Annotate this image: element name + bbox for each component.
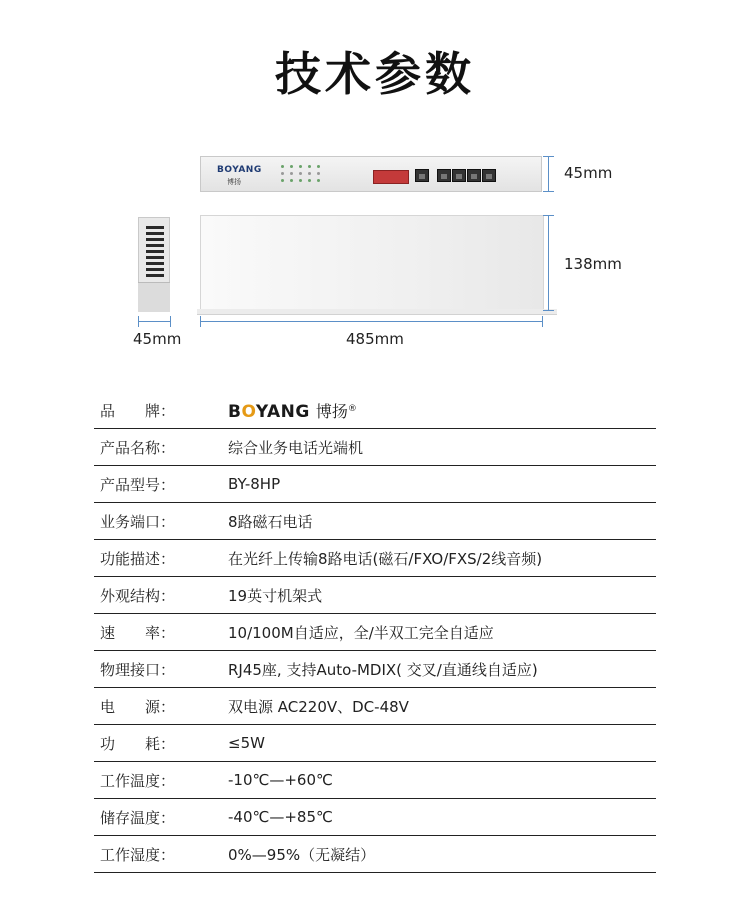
spec-label: 产品型号： (100, 475, 176, 494)
spec-value: -10℃—+60℃ (228, 771, 333, 789)
side-bracket (138, 282, 170, 312)
spec-label: 储存温度： (100, 808, 176, 827)
spec-value: 19英寸机架式 (228, 586, 323, 605)
spec-value: 0%—95%（无凝结） (228, 845, 376, 864)
spec-value: -40℃—+85℃ (228, 808, 333, 826)
spec-row-brand (94, 392, 656, 429)
spec-value: 10/100M自适应，全/半双工完全自适应 (228, 623, 494, 642)
spec-label: 功能描述： (100, 549, 176, 568)
spec-label: 功 耗： (100, 734, 176, 753)
device-logo: BOYANG (217, 165, 262, 175)
spec-value: RJ45座, 支持Auto-MDIX( 交叉/直通线自适应) (228, 660, 538, 679)
spec-row (94, 836, 656, 873)
spec-label: 物理接口： (100, 660, 176, 679)
brand-name-cn: 博扬 (315, 401, 348, 421)
spec-label: 工作湿度： (100, 845, 176, 864)
device-logo-cn: 博扬 (227, 178, 241, 186)
spec-value: 双电源 AC220V、DC-48V (228, 697, 409, 716)
spec-value: BY-8HP (228, 475, 281, 493)
ethernet-port-4 (482, 169, 496, 182)
console-port (415, 169, 429, 182)
brand-logo-o: O (241, 401, 256, 422)
spec-row (94, 725, 656, 762)
dim-line-front-height (548, 156, 549, 192)
spec-row (94, 466, 656, 503)
spec-value: ≤5W (228, 734, 265, 752)
spec-value: 在光纤上传输8路电话(磁石/FXO/FXS/2线音频) (228, 549, 543, 568)
spec-row (94, 762, 656, 799)
spec-label: 外观结构： (100, 586, 176, 605)
specs-table (94, 392, 656, 873)
spec-row (94, 799, 656, 836)
brand-logo: BOYANG 博扬® (228, 401, 357, 422)
device-top-view (200, 215, 544, 310)
dim-label-side-width: 45mm (133, 330, 182, 348)
spec-row (94, 429, 656, 466)
spec-value: 8路磁石电话 (228, 512, 313, 531)
ethernet-port-3 (467, 169, 481, 182)
spec-row (94, 614, 656, 651)
spec-row (94, 651, 656, 688)
page-title: 技术参数 (275, 47, 475, 101)
dim-line-width (200, 321, 543, 322)
spec-label: 产品名称： (100, 438, 176, 457)
spec-value: 综合业务电话光端机 (228, 438, 364, 457)
dip-switch (373, 170, 409, 184)
spec-label: 品 牌： (100, 401, 176, 420)
spec-row (94, 688, 656, 725)
ethernet-port-1 (437, 169, 451, 182)
spec-row (94, 540, 656, 577)
ethernet-port-2 (452, 169, 466, 182)
dim-label-width: 485mm (346, 330, 404, 348)
spec-label: 电 源： (100, 697, 176, 716)
dim-label-depth: 138mm (564, 255, 622, 273)
dim-line-depth (548, 215, 549, 311)
spec-label: 工作温度： (100, 771, 176, 790)
dim-label-front-height: 45mm (564, 164, 613, 182)
spec-row (94, 503, 656, 540)
dim-line-side-width (138, 321, 171, 322)
spec-label: 速 率： (100, 623, 176, 642)
spec-row (94, 577, 656, 614)
device-front-view (200, 156, 542, 192)
spec-label: 业务端口： (100, 512, 176, 531)
